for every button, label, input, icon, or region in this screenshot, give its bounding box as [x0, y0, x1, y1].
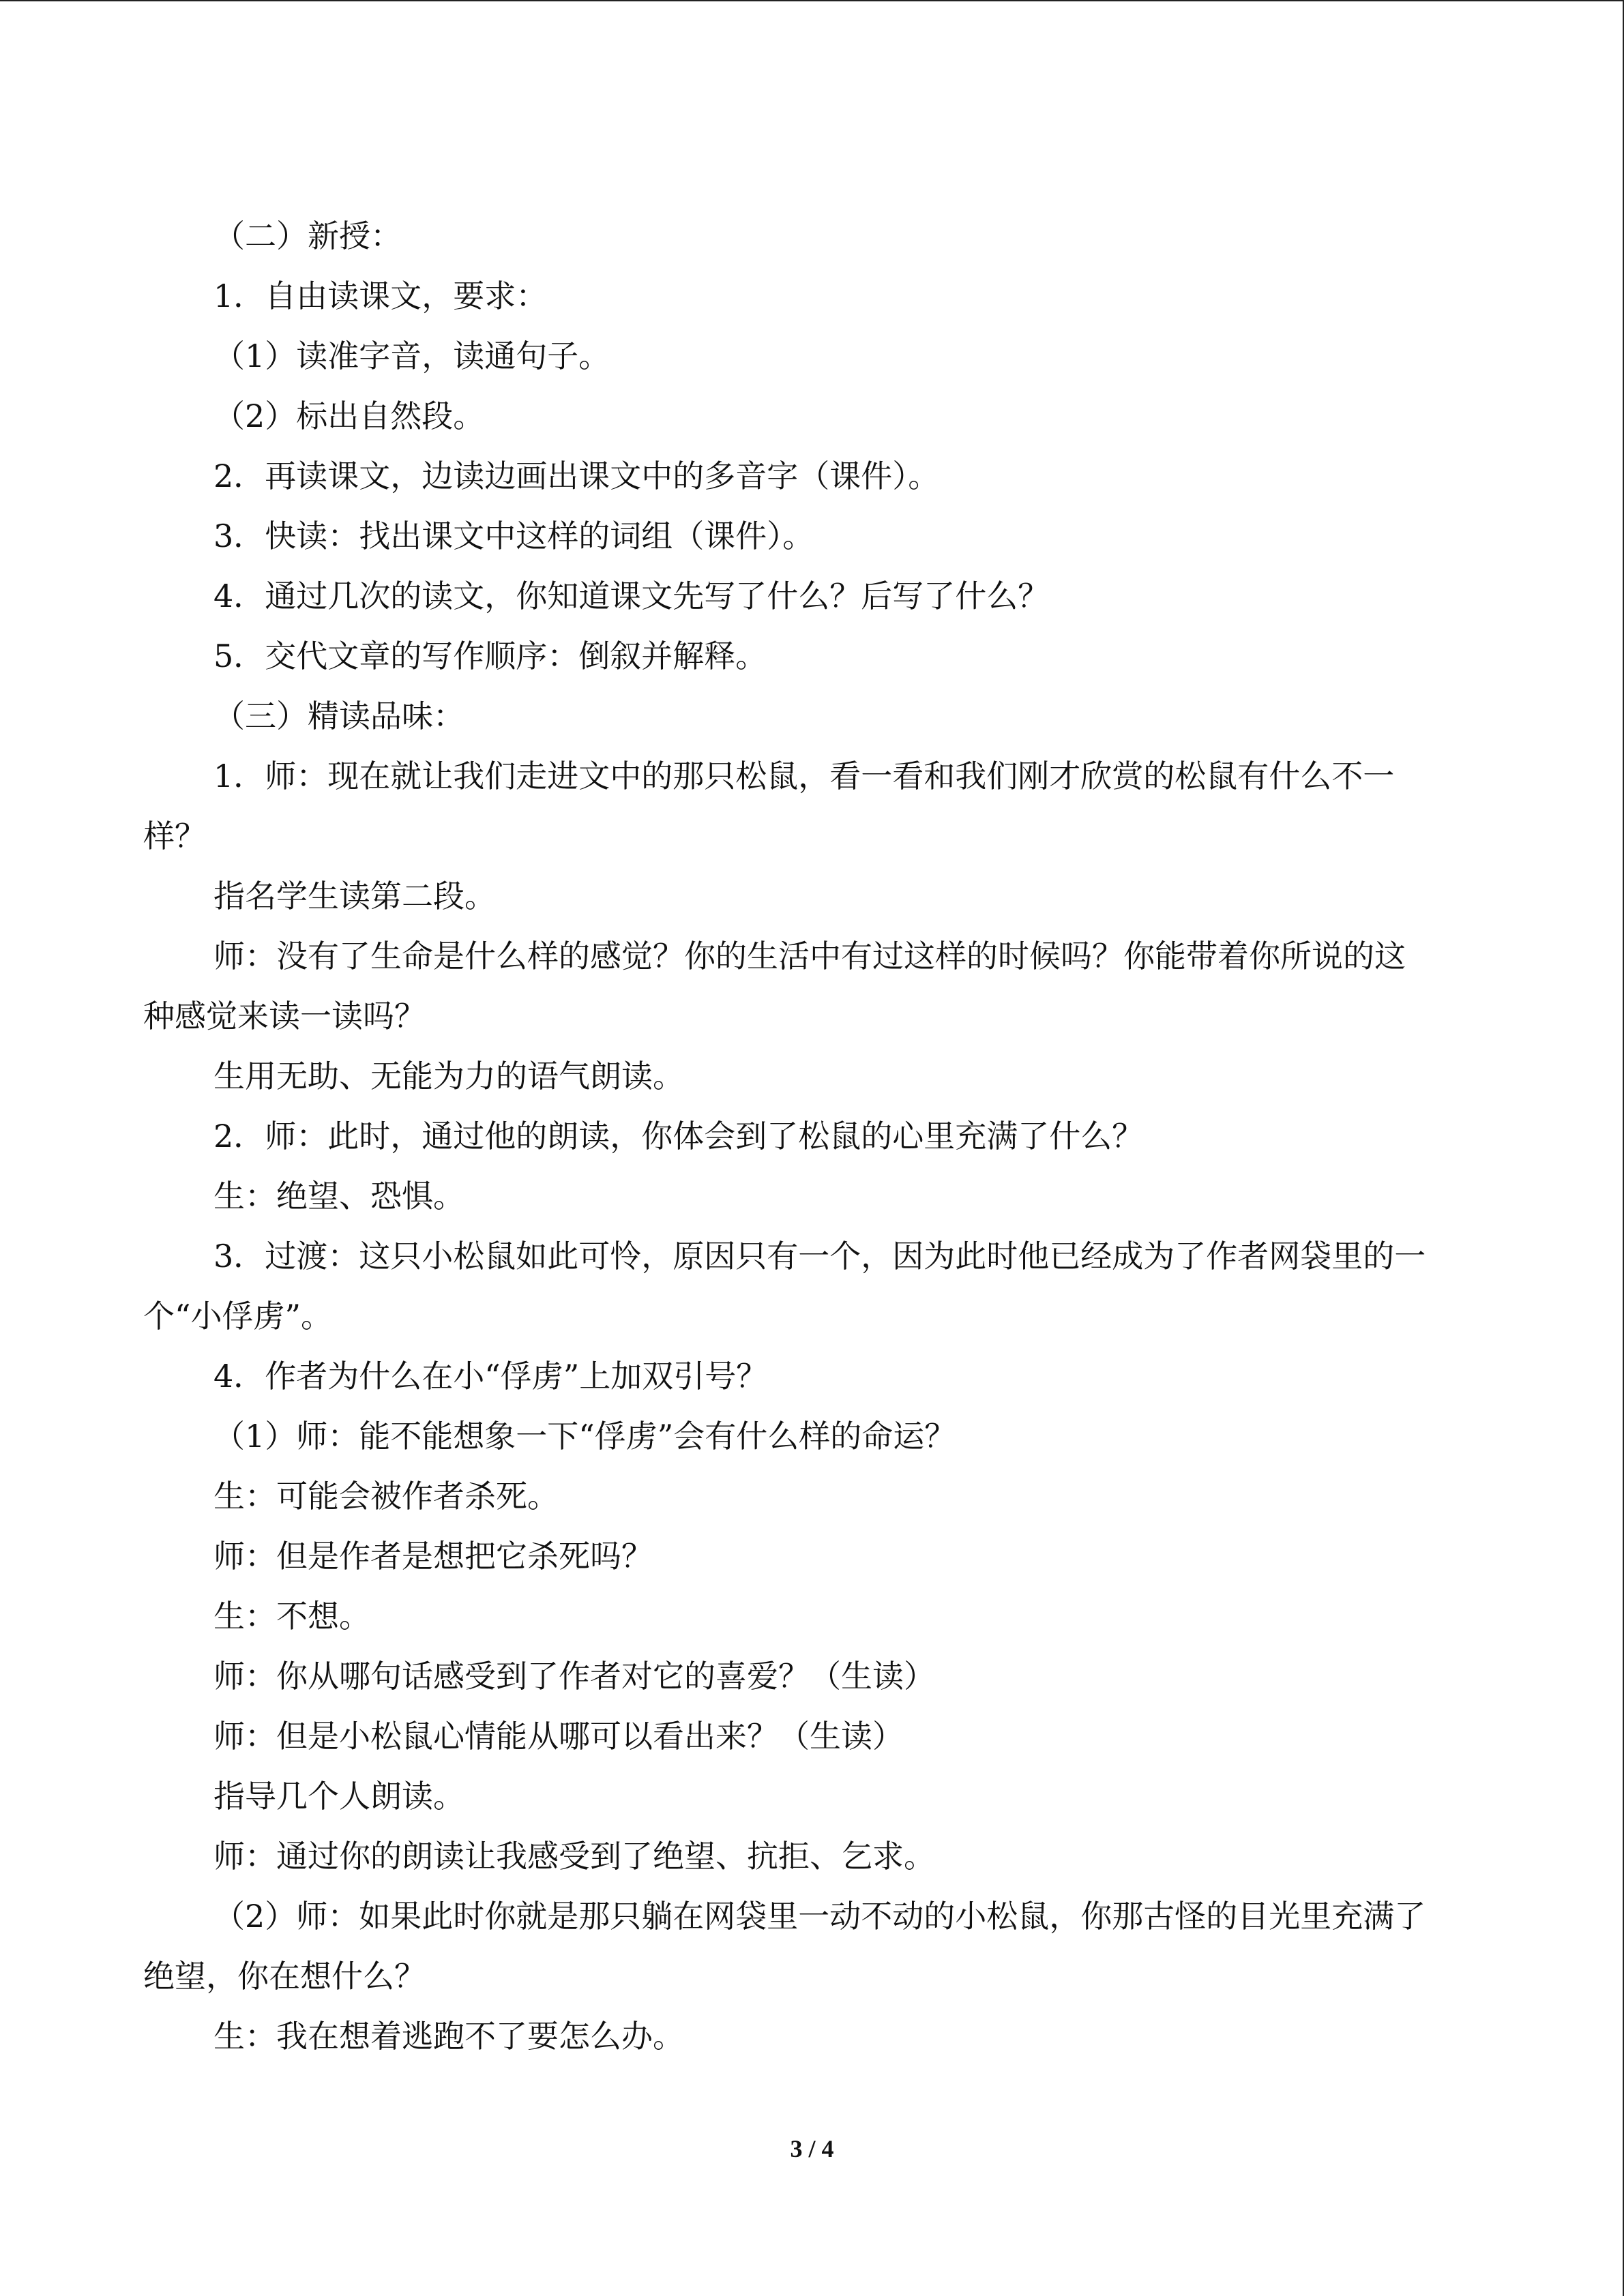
text-line: 5．交代文章的写作顺序：倒叙并解释。	[213, 638, 767, 674]
text-line-continuation: 样？	[143, 818, 206, 854]
text-line: 指导几个人朗读。	[213, 1778, 464, 1815]
text-line: 师：通过你的朗读让我感受到了绝望、抗拒、乞求。	[213, 1838, 935, 1875]
text-line: 1．自由读课文，要求：	[213, 278, 548, 314]
text-line: 生：绝望、恐惧。	[213, 1178, 464, 1214]
text-line-continuation: 绝望，你在想什么？	[143, 1958, 426, 1995]
text-line: 师：但是作者是想把它杀死吗？	[213, 1538, 653, 1575]
text-line: 3．快读：找出课文中这样的词组（课件）。	[213, 518, 814, 554]
text-line: （2）标出自然段。	[213, 398, 485, 434]
text-line: 2．再读课文，边读边画出课文中的多音字（课件）。	[213, 458, 940, 494]
text-line: 师：你从哪句话感受到了作者对它的喜爱？（生读）	[213, 1658, 935, 1695]
text-line: 4．通过几次的读文，你知道课文先写了什么？后写了什么？	[213, 578, 1050, 614]
text-line: 3．过渡：这只小松鼠如此可怜，原因只有一个，因为此时他已经成为了作者网袋里的一	[213, 1238, 1426, 1274]
text-line: 2．师：此时，通过他的朗读，你体会到了松鼠的心里充满了什么？	[213, 1118, 1144, 1154]
text-line: 生：可能会被作者杀死。	[213, 1478, 559, 1515]
text-line: （1）师：能不能想象一下“俘虏”会有什么样的命运？	[213, 1418, 956, 1455]
text-line-continuation: 个“小俘虏”。	[143, 1298, 333, 1335]
text-line: 指名学生读第二段。	[213, 878, 496, 914]
text-line: 4．作者为什么在小“俘虏”上加双引号？	[213, 1358, 768, 1395]
section-heading-new-lesson: （二）新授：	[213, 218, 402, 254]
page-number: 3 / 4	[790, 2135, 834, 2162]
text-line: 生：不想。	[213, 1598, 370, 1635]
text-line: 师：没有了生命是什么样的感觉？你的生活中有过这样的时候吗？你能带着你所说的这	[213, 938, 1406, 974]
text-line: 生用无助、无能为力的语气朗读。	[213, 1058, 684, 1094]
text-line: 师：但是小松鼠心情能从哪可以看出来？（生读）	[213, 1718, 904, 1755]
text-line: （1）读准字音，读通句子。	[213, 338, 610, 374]
section-heading-close-reading: （三）精读品味：	[213, 698, 464, 734]
text-line: 1．师：现在就让我们走进文中的那只松鼠，看一看和我们刚才欣赏的松鼠有什么不一	[213, 758, 1395, 794]
text-line-continuation: 种感觉来读一读吗？	[143, 998, 426, 1034]
text-line: 生：我在想着逃跑不了要怎么办。	[213, 2018, 684, 2055]
document-body	[143, 206, 1480, 2066]
text-line: （2）师：如果此时你就是那只躺在网袋里一动不动的小松鼠，你那古怪的目光里充满了	[213, 1898, 1426, 1935]
